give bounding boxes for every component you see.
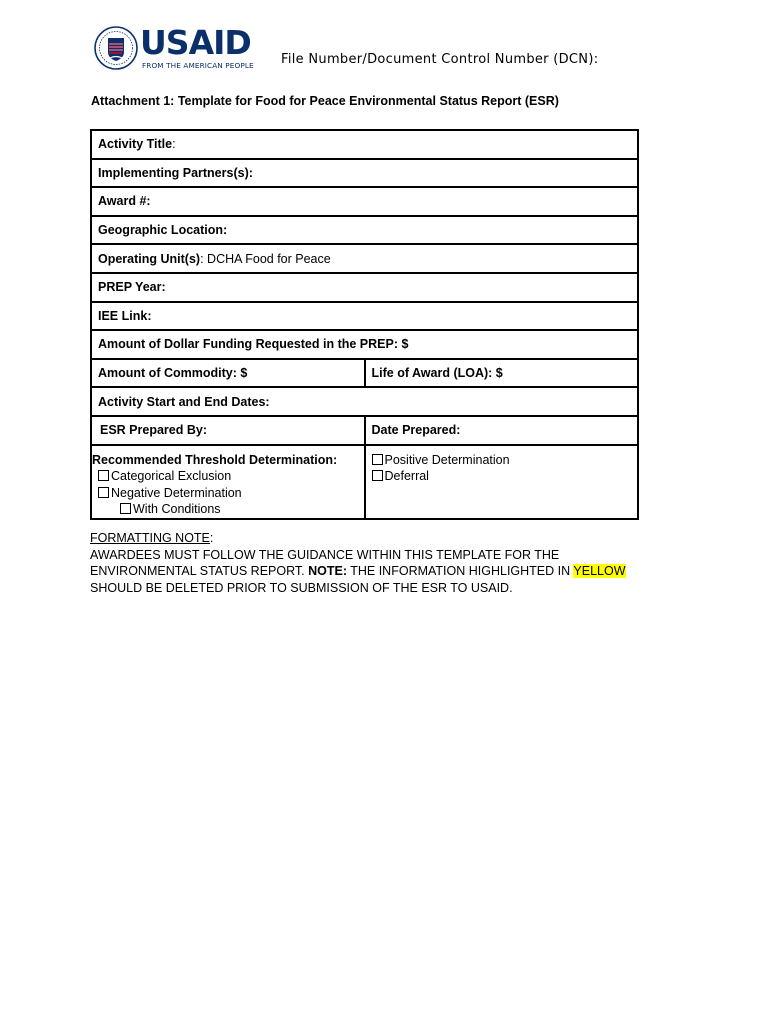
field-award-number[interactable]: Award #:: [91, 187, 638, 216]
row-implementing-partners: [91, 159, 638, 188]
field-prep-year[interactable]: PREP Year:: [91, 273, 638, 302]
field-date-prepared[interactable]: Date Prepared:: [365, 416, 639, 445]
operating-unit-label: Operating Unit(s): [98, 251, 201, 266]
row-activity-title: [91, 130, 638, 159]
row-operating-unit: [91, 244, 638, 273]
row-start-end-dates: [91, 387, 638, 416]
checkbox-categorical-exclusion[interactable]: Categorical Exclusion: [98, 468, 231, 485]
note-label: NOTE:: [308, 564, 347, 579]
threshold-left-cell: [91, 445, 365, 519]
note-heading: FORMATTING NOTE: [90, 531, 210, 545]
checkbox-icon: [98, 487, 109, 498]
field-activity-title[interactable]: Activity Title:: [91, 130, 638, 159]
highlighted-word: YELLOW: [573, 564, 626, 579]
usaid-seal-icon: [94, 22, 138, 74]
row-prep-year: [91, 273, 638, 302]
threshold-label: Recommended Threshold Determination:: [92, 452, 338, 467]
field-commodity-amount[interactable]: Amount of Commodity: $: [91, 359, 365, 388]
row-award-number: [91, 187, 638, 216]
row-threshold: [91, 445, 638, 519]
field-start-end-dates[interactable]: Activity Start and End Dates:: [91, 387, 638, 416]
checkbox-icon: [372, 470, 383, 481]
usaid-logo: [94, 22, 254, 76]
field-life-of-award[interactable]: Life of Award (LOA): $: [365, 359, 639, 388]
attachment-title: Attachment 1: Template for Food for Peace Environmental Status Report (ESR): [91, 94, 559, 108]
checkbox-icon: [372, 454, 383, 465]
row-commodity-loa: [91, 359, 638, 388]
row-dollar-funding: [91, 330, 638, 359]
field-esr-prepared-by[interactable]: ESR Prepared By:: [91, 416, 365, 445]
esr-form-table: [90, 129, 639, 520]
field-operating-unit[interactable]: [91, 244, 638, 273]
row-geographic-location: [91, 216, 638, 245]
field-iee-link[interactable]: IEE Link:: [91, 302, 638, 331]
formatting-note: FORMATTING NOTE: AWARDEES MUST FOLLOW THE GUIDANCE WITHIN THIS TEMPLATE FOR THE ENVIRONMENTAL STATUS REPORT. NOTE: THE INFORMATION HIGHLIGHTED IN YELLOW SHOULD BE DELETED PRIOR TO SUBMISSION OF THE ESR TO USAID.: [90, 530, 650, 596]
checkbox-positive-determination[interactable]: Positive Determination: [372, 452, 510, 469]
note-body: AWARDEES MUST FOLLOW THE GUIDANCE WITHIN THIS TEMPLATE FOR THE ENVIRONMENTAL STATUS REPORT. NOTE: THE INFORMATION HIGHLIGHTED IN YELLOW SHOULD BE DELETED PRIOR TO SUBMISSION OF THE ESR TO USAID.: [90, 547, 626, 595]
field-geographic-location[interactable]: Geographic Location:: [91, 216, 638, 245]
operating-unit-value: : DCHA Food for Peace: [200, 251, 331, 266]
row-prepared: [91, 416, 638, 445]
field-dollar-funding[interactable]: Amount of Dollar Funding Requested in the PREP: $: [91, 330, 638, 359]
checkbox-with-conditions[interactable]: With Conditions: [120, 501, 221, 518]
threshold-right-cell: [365, 445, 639, 519]
logo-tagline: FROM THE AMERICAN PEOPLE: [142, 61, 254, 70]
checkbox-negative-determination[interactable]: Negative Determination: [98, 485, 242, 502]
field-implementing-partners[interactable]: Implementing Partners(s):: [91, 159, 638, 188]
row-iee-link: [91, 302, 638, 331]
usaid-wordmark: USAID: [140, 23, 251, 62]
checkbox-icon: [120, 503, 131, 514]
checkbox-icon: [98, 470, 109, 481]
checkbox-deferral[interactable]: Deferral: [372, 468, 429, 485]
dcn-label: File Number/Document Control Number (DCN):: [281, 52, 599, 67]
activity-title-label: Activity Title: [98, 137, 173, 152]
